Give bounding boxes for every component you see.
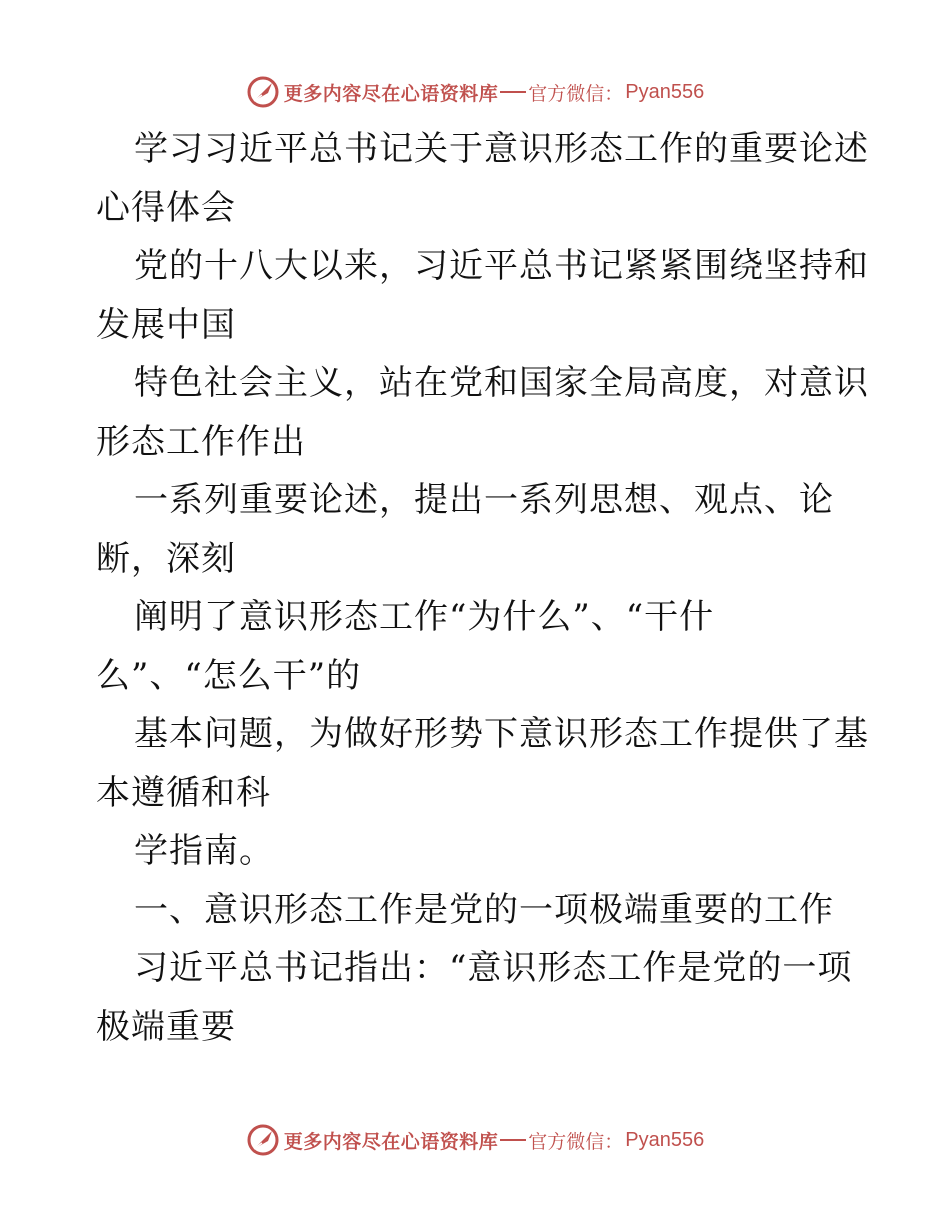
text-line: 学指南。 — [134, 831, 274, 871]
banner-site-text: 更多内容尽在心语资料库 — [283, 1130, 499, 1153]
quill-logo-icon — [246, 75, 280, 109]
text-line: 特色社会主义，站在党和国家全局高度，对意识 — [134, 363, 869, 403]
banner-wechat-id: Pyan556 — [625, 80, 705, 103]
text-line: 基本问题，为做好形势下意识形态工作提供了基 — [134, 714, 869, 754]
text-line: 发展中国 — [96, 304, 236, 345]
text-line: 党的十八大以来，习近平总书记紧紧围绕坚持和 — [134, 246, 869, 286]
banner-wechat-label: 官方微信： — [528, 82, 624, 105]
text-line: 极端重要 — [96, 1006, 236, 1047]
footer-banner — [0, 1120, 950, 1160]
banner-dash — [500, 1139, 526, 1141]
text-line: 么”、“怎么干”的 — [96, 655, 362, 696]
text-line: 本遵循和科 — [96, 772, 271, 813]
text-line: 断，深刻 — [96, 538, 236, 579]
banner-site-text: 更多内容尽在心语资料库 — [283, 82, 499, 105]
text-line: 习近平总书记指出：“意识形态工作是党的一项 — [134, 948, 853, 988]
title-line-1: 学习习近平总书记关于意识形态工作的重要论述 — [134, 129, 869, 169]
banner-wechat-label: 官方微信： — [528, 1130, 624, 1153]
header-banner — [0, 72, 950, 112]
text-line: 形态工作作出 — [96, 421, 306, 462]
title-line-2: 心得体会 — [96, 187, 236, 228]
text-line: 阐明了意识形态工作“为什么”、“干什 — [134, 597, 715, 637]
banner-dash — [500, 91, 526, 93]
quill-logo-icon — [246, 1123, 280, 1157]
banner-wechat-id: Pyan556 — [625, 1128, 705, 1151]
document-body — [96, 120, 869, 1056]
text-line: 一系列重要论述，提出一系列思想、观点、论 — [134, 480, 834, 520]
section-heading: 一、意识形态工作是党的一项极端重要的工作 — [134, 889, 834, 930]
